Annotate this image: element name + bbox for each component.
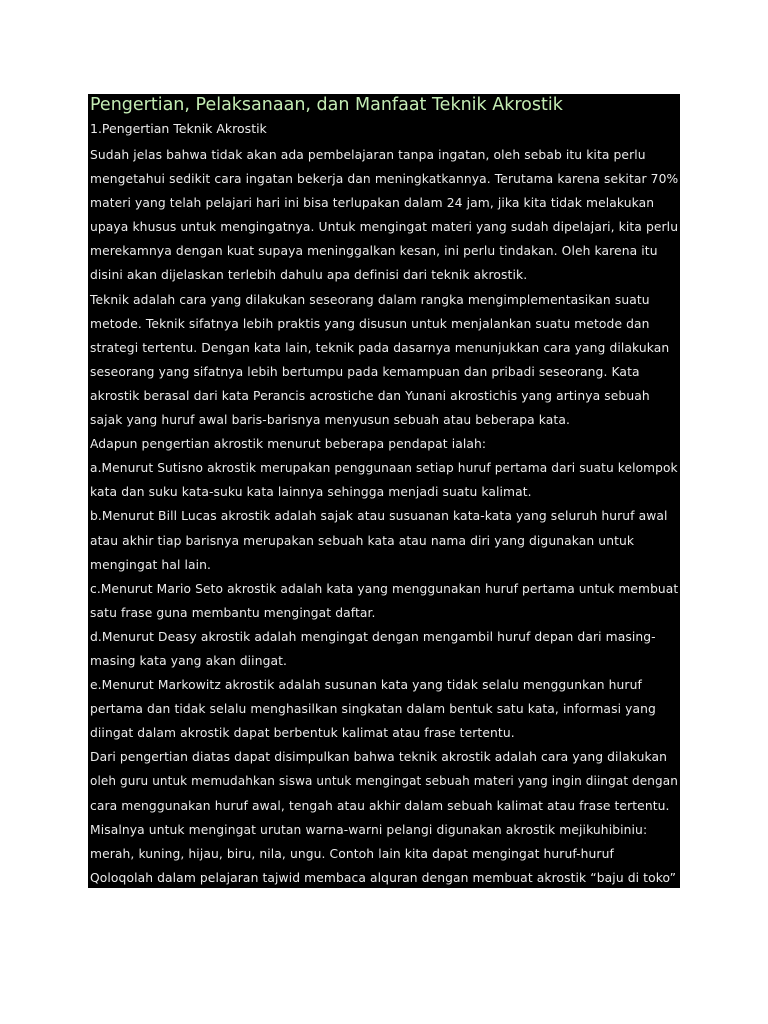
text-line: metode. Teknik sifatnya lebih praktis yang disusun untuk menjalankan suatu metode dan (90, 316, 650, 331)
text-line: sajak yang huruf awal baris-barisnya menyusun sebuah atau beberapa kata. (90, 413, 570, 428)
text-line: upaya khusus untuk mengingatnya. Untuk mengingat materi yang sudah dipelajari, kita perlu (90, 220, 679, 235)
text-line: cara menggunakan huruf awal, tengah atau akhir dalam sebuah kalimat atau frase tertentu. (90, 798, 670, 813)
text-line: Sudah jelas bahwa tidak akan ada pembelajaran tanpa ingatan, oleh sebab itu kita perlu (90, 148, 646, 162)
text-line: c.Menurut Mario Seto akrostik adalah kata yang menggunakan huruf pertama untuk membuat (90, 581, 679, 596)
text-line: materi yang telah pelajari hari ini bisa terlupakan dalam 24 jam, jika kita tidak melakukan (90, 196, 655, 211)
text-line: a.Menurut Sutisno akrostik merupakan penggunaan setiap huruf pertama dari suatu kelompok (90, 461, 678, 476)
text-line: masing kata yang akan diingat. (90, 653, 288, 668)
text-line: satu frase guna membantu mengingat daftar. (90, 605, 376, 620)
text-line: Misalnya untuk mengingat urutan warna-warni pelangi digunakan akrostik mejikuhibiniu: (90, 822, 648, 837)
text-line: strategi tertentu. Dengan kata lain, teknik pada dasarnya menunjukkan cara yang dilakukan (90, 340, 670, 355)
text-line: Teknik adalah cara yang dilakukan seseorang dalam rangka mengimplementasikan suatu (90, 292, 650, 307)
text-line: diingat dalam akrostik dapat berbentuk kalimat atau frase tertentu. (90, 726, 515, 741)
text-line: kata dan suku kata-suku kata lainnya sehingga menjadi suatu kalimat. (90, 485, 532, 500)
text-line: merekamnya dengan kuat supaya meninggalkan kesan, ini perlu tindakan. Oleh karena itu (90, 244, 658, 259)
text-line: akrostik berasal dari kata Perancis acrostiche dan Yunani akrostichis yang artinya sebuah (90, 388, 650, 403)
text-line: e.Menurut Markowitz akrostik adalah susunan kata yang tidak selalu menggunkan huruf (90, 678, 642, 693)
text-line: Qoloqolah dalam pelajaran tajwid membaca alquran dengan membuat akrostik “baju di toko” (90, 870, 677, 885)
text-line: mengingat hal lain. (90, 557, 212, 572)
document-title: Pengertian, Pelaksanaan, dan Manfaat Teknik Akrostik (90, 95, 563, 115)
text-line: seseorang yang sifatnya lebih bertumpu pada kemampuan dan pribadi seseorang. Kata (90, 364, 640, 379)
section-heading: 1.Pengertian Teknik Akrostik (90, 121, 267, 136)
text-line: merah, kuning, hijau, biru, nila, ungu. Contoh lain kita dapat mengingat huruf-huruf (90, 846, 614, 861)
text-line: oleh guru untuk memudahkan siswa untuk mengingat sebuah materi yang ingin diingat dengan (90, 774, 678, 789)
text-line: d.Menurut Deasy akrostik adalah mengingat dengan mengambil huruf depan dari masing- (90, 629, 656, 644)
text-line: Dari pengertian diatas dapat disimpulkan bahwa teknik akrostik adalah cara yang dilakukan (90, 750, 667, 765)
document-panel (88, 94, 680, 888)
text-line: b.Menurut Bill Lucas akrostik adalah sajak atau susuanan kata-kata yang seluruh huruf awal (90, 509, 668, 524)
text-line: disini akan dijelaskan terlebih dahulu apa definisi dari teknik akrostik. (90, 268, 528, 283)
text-line: mengetahui sedikit cara ingatan bekerja dan meningkatkannya. Terutama karena sekitar 70% (90, 172, 679, 187)
text-line: Adapun pengertian akrostik menurut beberapa pendapat ialah: (90, 437, 487, 452)
text-line: pertama dan tidak selalu menghasilkan singkatan dalam bentuk satu kata, informasi yang (90, 702, 656, 717)
text-line: atau akhir tiap barisnya merupakan sebuah kata atau nama diri yang digunakan untuk (90, 533, 635, 548)
body-text (90, 143, 680, 888)
